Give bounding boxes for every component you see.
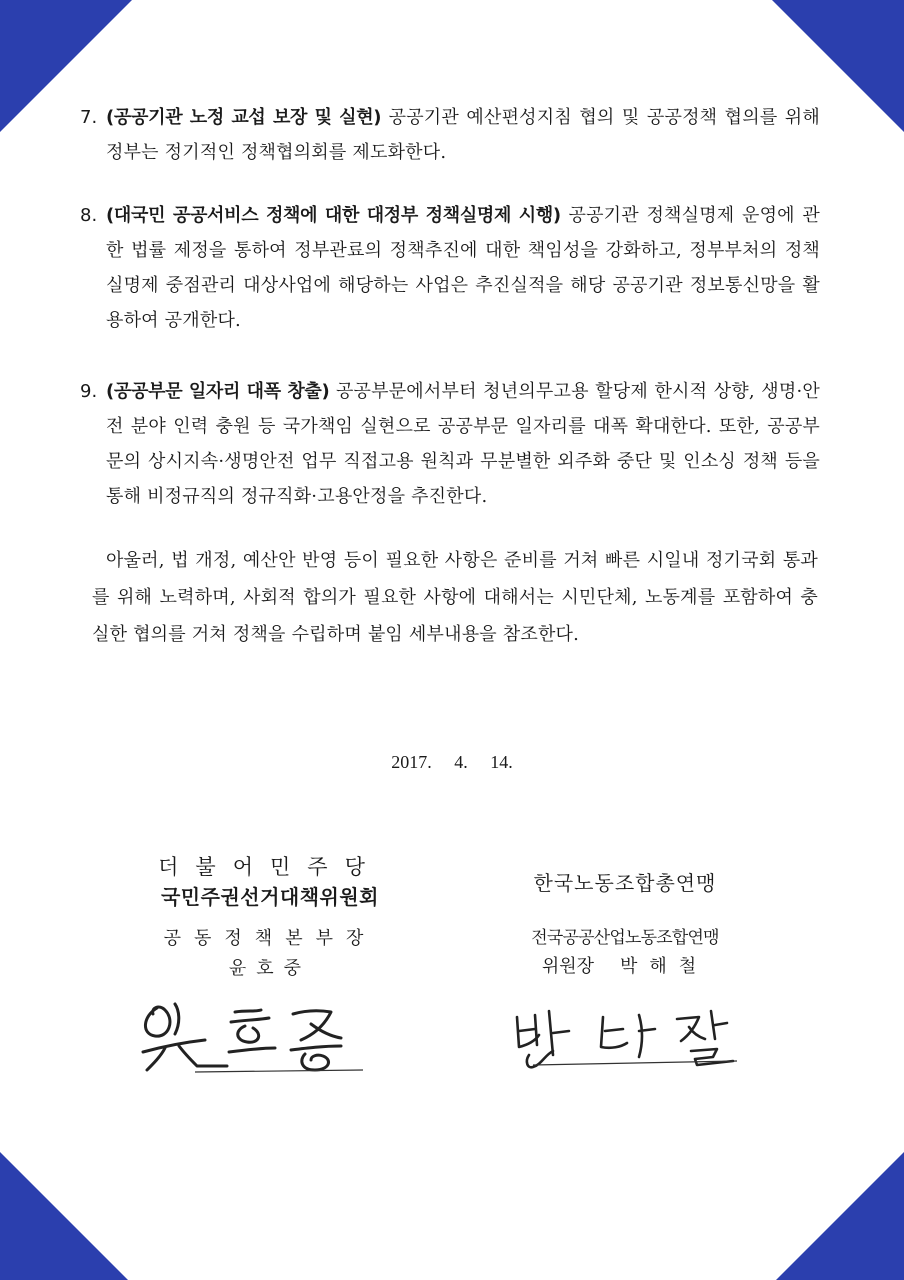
- signatory-title: 공동정책본부장: [163, 928, 377, 949]
- item-number: 7.: [80, 107, 98, 128]
- agreement-item-8: [80, 198, 820, 338]
- item-number: 8.: [80, 205, 98, 226]
- item-text: 공공기관 정책실명제 운영에 관한 법률 제정을 통하여 정부관료의 정책추진에 대한 책임성을 강화하고, 정부부처의 정책실명제 중점관리 대상사업에 해당하는 사업은 추진실적을 해당 공공기관 정보통신망을 활용하여 공개한다.: [106, 205, 820, 331]
- document-date: 2017. 4. 14.: [391, 752, 513, 772]
- corner-decoration-bottom-left: [0, 1152, 128, 1280]
- item-heading: (대국민 공공서비스 정책에 대한 대정부 정책실명제 시행): [106, 205, 561, 226]
- corner-decoration-bottom-right: [776, 1152, 904, 1280]
- closing-paragraph: 아울러, 법 개정, 예산안 반영 등이 필요한 사항은 준비를 거쳐 빠른 시일내 정기국회 통과를 위해 노력하며, 사회적 합의가 필요한 사항에 대해서는 시민단체, 노동계를 포함하여 충실한 협의를 거쳐 정책을 수립하며 붙임 세부내용을 참조한다.: [92, 550, 818, 645]
- signatory-left: [120, 852, 420, 984]
- handwritten-signature-left: [135, 990, 375, 1080]
- agreement-item-7: [80, 100, 820, 170]
- signatory-name: 박해철: [620, 956, 709, 977]
- party-name: 더불어민주당: [158, 855, 382, 879]
- signatory-title: 위원장: [541, 956, 594, 977]
- item-heading: (공공기관 노정 교섭 보장 및 실현): [106, 107, 382, 128]
- signatory-right: [480, 868, 770, 982]
- item-number: 9.: [80, 381, 98, 402]
- union-name: 전국공공산업노동조합연맹: [531, 928, 719, 948]
- item-heading: (공공부문 일자리 대폭 창출): [106, 381, 330, 402]
- item-text: 공공기관 예산편성지침 협의 및 공공정책 협의를 위해 정부는 정기적인 정책협의회를 제도화한다.: [106, 107, 820, 163]
- handwritten-signature-right: [505, 995, 765, 1075]
- committee-name: 국민주권선거대책위원회: [160, 885, 380, 909]
- agreement-item-9: [80, 374, 820, 514]
- signatory-name: 윤호중: [228, 958, 312, 979]
- organization-name: 한국노동조합총연맹: [533, 871, 717, 895]
- item-text: 공공부문에서부터 청년의무고용 할당제 한시적 상향, 생명·안전 분야 인력 충원 등 국가책임 실현으로 공공부문 일자리를 대폭 확대한다. 또한, 공공부문의 상시지속·생명안전 업무 직접고용 원칙과 무분별한 외주화 중단 및 인소싱 정책 등을 통해 비정규직의 정규직화·고용안정을 추진한다.: [106, 381, 820, 507]
- signatory-line: [480, 952, 770, 982]
